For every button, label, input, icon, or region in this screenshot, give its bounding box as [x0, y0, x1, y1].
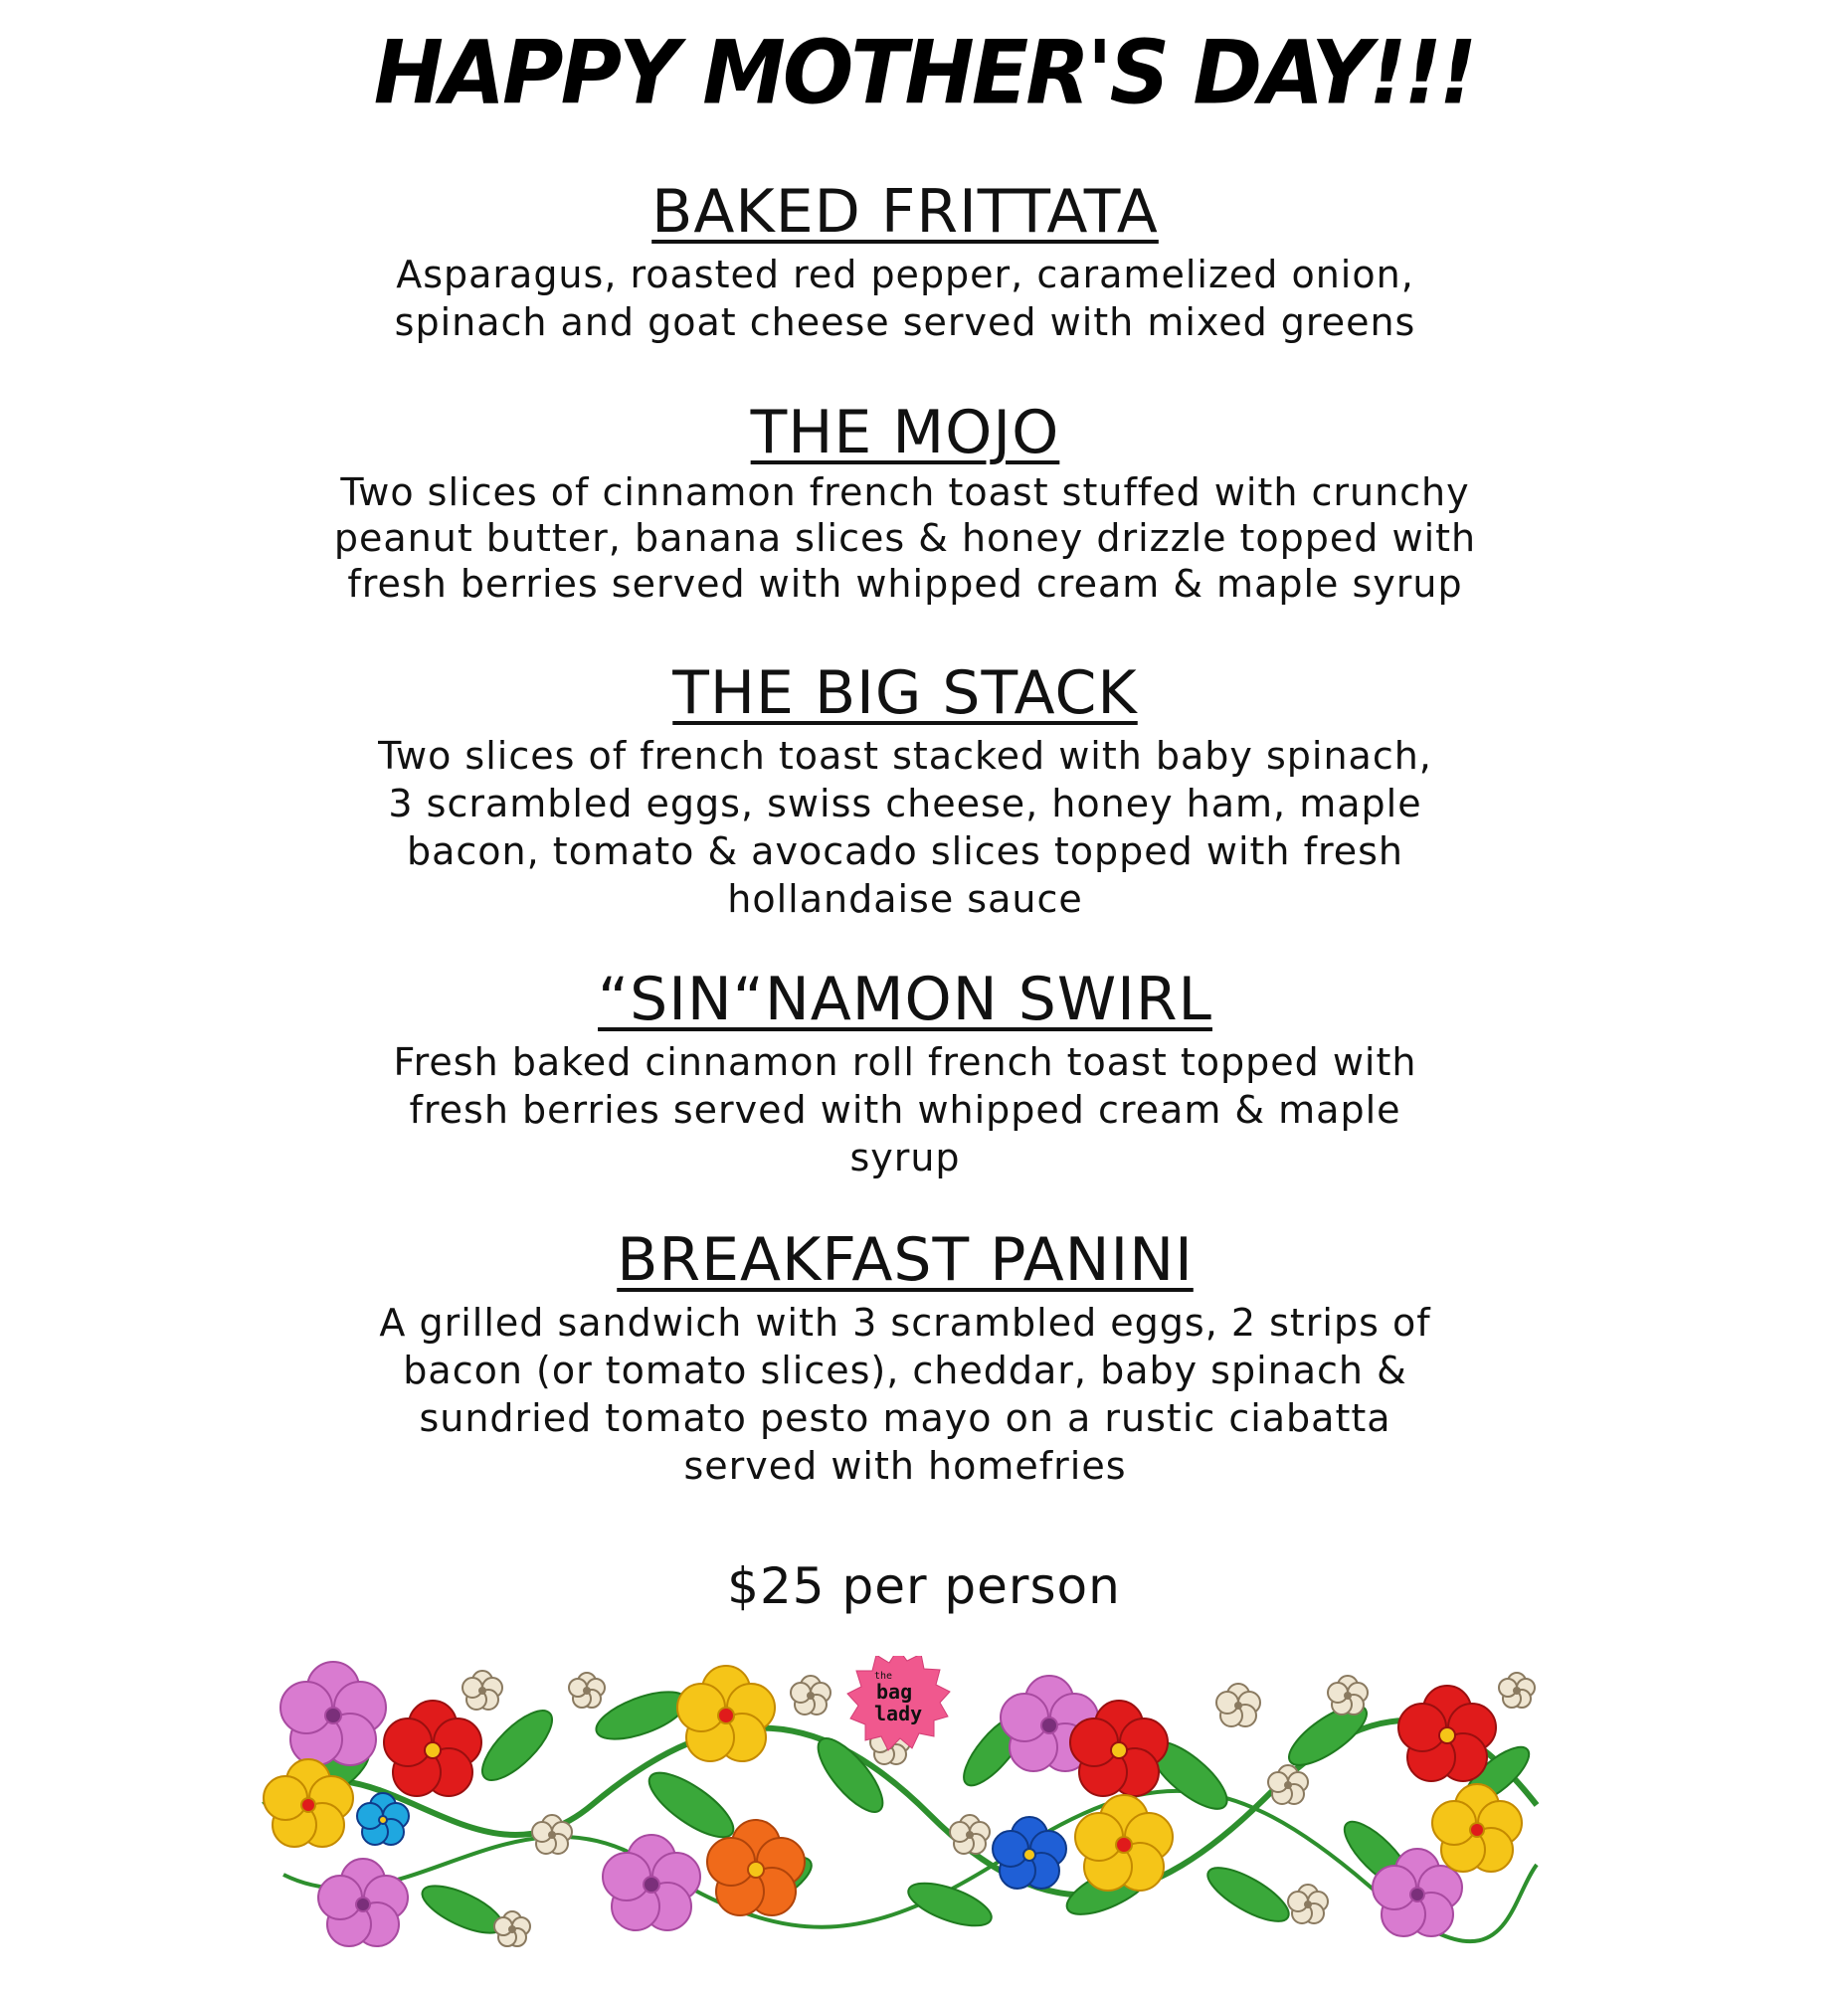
logo-text-the: the	[874, 1671, 893, 1682]
flower	[791, 1676, 831, 1715]
description-line: Two slices of cinnamon french toast stuffed with crunchy	[340, 470, 1470, 514]
flower	[1499, 1673, 1535, 1708]
leaf	[472, 1701, 563, 1791]
page-title: HAPPY MOTHER'S DAY!!!	[373, 21, 1475, 124]
description-line: A grilled sandwich with 3 scrambled eggs, 2 strips of	[379, 1301, 1431, 1345]
menu-item-sinnamon-swirl	[298, 965, 1512, 1181]
flower	[462, 1671, 502, 1710]
description-line: Two slices of french toast stacked with baby spinach,	[378, 734, 1432, 778]
description-line: fresh berries served with whipped cream & maple syrup	[347, 562, 1463, 606]
description-line: bacon (or tomato slices), cheddar, baby spinach &	[403, 1349, 1407, 1392]
menu-item-title: BREAKFAST PANINI	[617, 1225, 1194, 1295]
flower	[1328, 1676, 1368, 1715]
description-line: syrup	[849, 1136, 961, 1179]
description-line: Asparagus, roasted red pepper, caramelized onion,	[396, 253, 1414, 296]
flower	[1288, 1885, 1328, 1923]
flower	[280, 1662, 386, 1765]
flower	[1398, 1686, 1496, 1781]
description-line: bacon, tomato & avocado slices topped with fresh	[407, 829, 1403, 873]
leaf	[591, 1683, 693, 1749]
menu-item-title: THE MOJO	[750, 398, 1060, 467]
menu-item-title: BAKED FRITTATA	[651, 177, 1159, 247]
flower	[569, 1673, 605, 1708]
menu-item-breakfast-panini	[298, 1225, 1512, 1490]
menu-item-title: “SIN“NAMON SWIRL	[598, 965, 1212, 1034]
flower	[1432, 1784, 1522, 1872]
floral-garland-illustration	[254, 1656, 1547, 1954]
price-label: $25 per person	[727, 1557, 1121, 1615]
menu-item-description	[298, 251, 1512, 346]
menu-item-description	[298, 469, 1512, 607]
flower	[318, 1859, 408, 1946]
flower	[950, 1815, 990, 1854]
flower	[677, 1666, 775, 1761]
menu-item-baked-frittata	[298, 177, 1512, 346]
description-line: fresh berries served with whipped cream & maple	[409, 1088, 1401, 1132]
leaf	[416, 1877, 508, 1942]
menu-item-description	[298, 732, 1512, 923]
menu-item-the-big-stack	[298, 658, 1512, 923]
description-line: spinach and goat cheese served with mixed greens	[394, 300, 1416, 344]
flower	[384, 1701, 481, 1796]
description-line: 3 scrambled eggs, swiss cheese, honey ham, maple	[388, 782, 1422, 825]
logo-text-lady: lady	[874, 1702, 923, 1725]
description-line: hollandaise sauce	[727, 877, 1083, 921]
leaf	[903, 1875, 997, 1934]
description-line: Fresh baked cinnamon roll french toast topped with	[393, 1040, 1417, 1084]
flower	[1268, 1765, 1308, 1804]
description-line: sundried tomato pesto mayo on a rustic ciabatta	[419, 1396, 1391, 1440]
menu-item-description	[298, 1038, 1512, 1181]
bag-lady-logo	[847, 1656, 950, 1750]
menu-item-the-mojo	[298, 398, 1512, 607]
leaf	[1201, 1858, 1296, 1931]
description-line: peanut butter, banana slices & honey drizzle topped with	[333, 516, 1477, 560]
logo-text-bag: bag	[876, 1680, 913, 1704]
menu-item-description	[298, 1299, 1512, 1490]
description-line: served with homefries	[683, 1444, 1127, 1488]
menu-item-title: THE BIG STACK	[672, 658, 1138, 728]
flower	[1216, 1684, 1260, 1726]
